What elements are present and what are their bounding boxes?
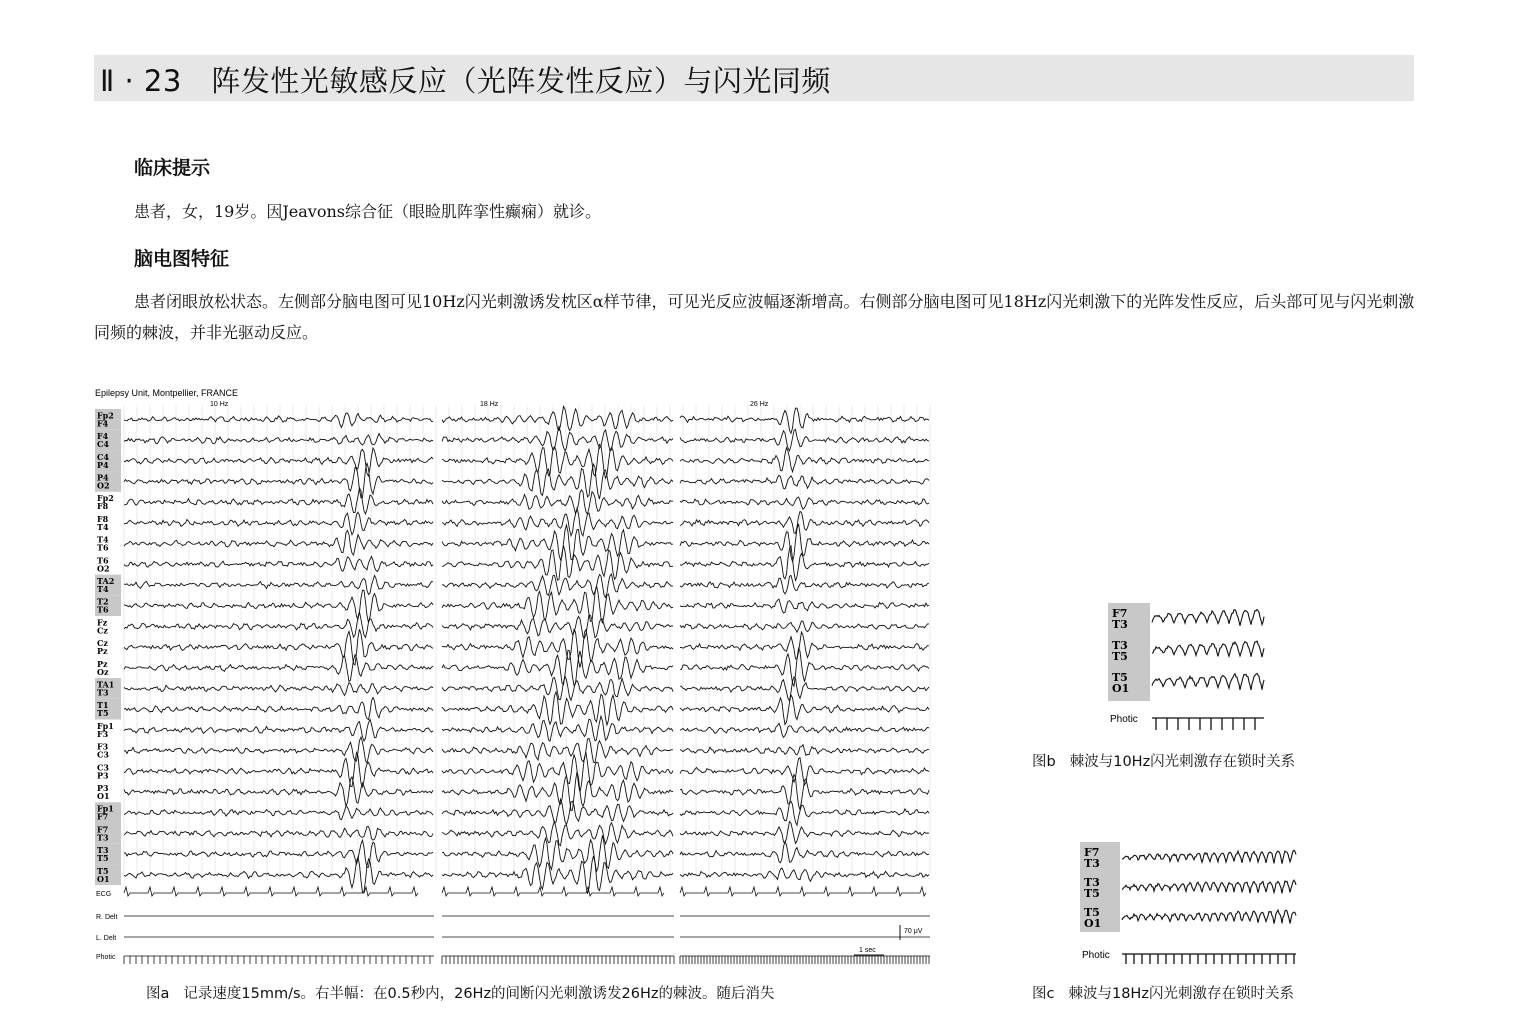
stim-label-10hz: 10 Hz	[210, 401, 229, 408]
eeg-figure-a	[94, 385, 932, 973]
eeg-trace	[124, 434, 433, 446]
eeg-trace	[442, 546, 673, 581]
eeg-trace	[124, 857, 433, 893]
eeg-trace	[124, 530, 433, 555]
stim-label-26hz: 26 Hz	[750, 401, 769, 408]
figure-a-caption-number: 图a	[146, 986, 170, 1002]
figure-a-caption	[146, 982, 775, 1003]
photic-trace	[1152, 718, 1264, 730]
channel-label-bottom: T5	[97, 853, 109, 864]
clinical-text: 患者，女，19岁。因Jeavons综合征（眼睑肌阵挛性癫痫）就诊。	[134, 202, 601, 221]
channel-label-bottom: T5	[97, 708, 109, 719]
eeg-trace	[680, 822, 929, 844]
channel-label-bottom: O1	[97, 873, 110, 884]
eeg-trace	[442, 586, 673, 624]
channel-label-top: F4	[97, 431, 109, 442]
eeg-trace	[124, 753, 433, 787]
channel-label-top: T5	[97, 865, 109, 876]
eeg-trace	[442, 615, 673, 639]
eeg-trace	[680, 868, 929, 881]
eeg-trace	[124, 612, 433, 638]
eeg-figure-b	[1108, 600, 1268, 730]
eeg-trace	[124, 698, 433, 720]
channel-label-bottom: Pz	[97, 646, 108, 657]
eeg-trace	[124, 629, 433, 665]
eeg-trace	[442, 525, 673, 560]
channel-label-bottom: O1	[97, 790, 110, 801]
extra-channel-trace	[124, 956, 434, 964]
extra-channel-trace	[680, 956, 930, 964]
eeg-trace	[124, 488, 433, 514]
extra-channel-trace	[442, 887, 664, 896]
figure-a-source: Epilepsy Unit, Montpellier, FRANCE	[95, 388, 239, 398]
eeg-trace	[680, 497, 929, 509]
channel-label-top: T1	[97, 700, 109, 711]
eeg-trace	[442, 835, 673, 871]
figure-c-caption-text: 棘波与18Hz闪光刺激存在锁时关系	[1068, 986, 1294, 1002]
eeg-trace	[442, 508, 673, 535]
eeg-trace	[680, 723, 929, 737]
channel-label-bottom: Cz	[97, 625, 108, 636]
channel-label-top: Fz	[97, 617, 108, 628]
channel-label-bottom: O2	[97, 563, 110, 574]
channel-label-top: F7	[1112, 607, 1128, 620]
figure-b-caption-text: 棘波与10Hz闪光刺激存在锁时关系	[1069, 754, 1296, 770]
eeg-trace	[124, 590, 433, 622]
eeg-trace	[442, 406, 673, 430]
eeg-trace	[680, 801, 929, 825]
extra-channel-trace	[442, 956, 674, 964]
channel-label-top: T3	[97, 845, 109, 856]
eeg-trace	[442, 630, 673, 668]
eeg-trace	[680, 408, 929, 433]
channel-label-top: P3	[97, 782, 109, 793]
channel-label-top: Fp1	[97, 803, 114, 814]
eeg-trace	[680, 648, 929, 686]
eeg-trace	[680, 632, 929, 659]
channel-label-top: Pz	[97, 658, 108, 669]
channel-label-top: C4	[97, 451, 109, 462]
eeg-trace	[124, 777, 433, 807]
eeg-trace	[124, 655, 433, 682]
eeg-trace	[442, 427, 673, 451]
extra-channel-label: R. Delt	[96, 914, 118, 921]
figure-c-caption	[1032, 982, 1294, 1003]
channel-label-top: T3	[1084, 876, 1100, 889]
eeg-heading: 脑电图特征	[134, 248, 230, 270]
eeg-trace	[442, 799, 673, 824]
channel-label-top: F8	[97, 513, 109, 524]
figure-a-caption-text: 记录速度15mm/s。右半幅：在0.5秒内，26Hz的间断闪光刺激诱发26Hz的棘波。随后消失	[183, 986, 775, 1002]
channel-label-bottom: T3	[97, 687, 109, 698]
clinical-heading: 临床提示	[134, 157, 211, 179]
channel-label-bottom: C4	[97, 439, 109, 450]
channel-label-top: C3	[97, 762, 109, 773]
channel-label-top: F7	[1084, 846, 1100, 859]
channel-label-bottom: O2	[97, 480, 110, 491]
eeg-trace	[1122, 910, 1296, 924]
eeg-trace	[124, 512, 433, 535]
channel-label-top: T5	[1112, 671, 1128, 684]
extra-channel-trace	[124, 887, 418, 896]
eeg-trace	[1152, 673, 1264, 690]
eeg-trace	[442, 574, 673, 598]
figure-b-caption-number: 图b	[1032, 754, 1056, 770]
channel-label-bottom: F4	[97, 418, 109, 429]
eeg-trace	[680, 745, 929, 756]
channel-label-bottom: O1	[1112, 682, 1130, 695]
channel-label-bottom: O1	[1084, 917, 1102, 930]
figure-b-caption	[1032, 750, 1295, 771]
eeg-trace	[680, 575, 929, 594]
channel-label-bottom: C3	[97, 749, 109, 760]
channel-label-top: Cz	[97, 638, 108, 649]
chapter-header-bar	[94, 55, 1414, 101]
eeg-trace-chart-a	[94, 385, 932, 973]
scale-amplitude: 70 μV	[904, 928, 923, 935]
channel-label-bottom: P4	[97, 459, 109, 470]
eeg-trace-chart-b	[1108, 600, 1268, 730]
channel-label-top: F3	[97, 741, 109, 752]
eeg-trace	[124, 683, 433, 696]
eeg-trace	[442, 444, 673, 478]
eeg-trace	[1122, 880, 1296, 893]
eeg-trace	[442, 739, 673, 763]
eeg-trace	[680, 512, 929, 534]
eeg-trace	[1152, 610, 1264, 626]
figure-c-caption-number: 图c	[1032, 986, 1055, 1002]
eeg-text: 患者闭眼放松状态。左侧部分脑电图可见10Hz闪光刺激诱发枕区α样节律，可见光反应波幅逐渐增高。右侧部分脑电图可见18Hz闪光刺激下的光阵发性反应，后头部可见与闪光刺激同频的棘波，并非光驱动反应。	[94, 292, 1415, 342]
channel-label-bottom: T3	[97, 832, 109, 843]
eeg-trace	[680, 475, 929, 489]
channel-label-top: T5	[1084, 906, 1100, 919]
channel-label-top: Fp2	[97, 410, 114, 421]
channel-label-top: T4	[97, 534, 109, 545]
eeg-trace	[442, 856, 673, 894]
channel-label-top: P4	[97, 472, 109, 483]
eeg-trace	[124, 448, 433, 476]
eeg-trace	[442, 650, 673, 685]
eeg-trace	[680, 621, 929, 632]
eeg-trace	[124, 575, 433, 594]
channel-label-bottom: F7	[97, 811, 109, 822]
channel-label-bottom: F3	[97, 728, 109, 739]
eeg-trace	[124, 807, 433, 820]
channel-label-bottom: F8	[97, 501, 109, 512]
eeg-trace	[680, 695, 929, 725]
channel-label-bottom: P3	[97, 770, 109, 781]
channel-label-bottom: Oz	[97, 666, 109, 677]
eeg-trace	[442, 692, 673, 725]
eeg-trace	[680, 546, 929, 581]
channel-label-top: F7	[97, 824, 109, 835]
eeg-trace	[124, 463, 433, 498]
eeg-trace	[442, 464, 673, 499]
eeg-figure-c	[1080, 830, 1300, 964]
eeg-trace	[680, 842, 929, 863]
channel-label-bottom: T5	[1084, 887, 1100, 900]
photic-label: Photic	[1082, 950, 1110, 961]
channel-label-bottom: T4	[97, 521, 109, 532]
extra-channel-label: Photic	[96, 954, 116, 961]
eeg-trace	[124, 413, 433, 427]
scale-time: 1 sec	[859, 947, 876, 954]
eeg-trace	[124, 556, 433, 571]
channel-label-top: Fp1	[97, 720, 114, 731]
channel-label-bottom: T6	[97, 604, 109, 615]
eeg-trace	[124, 719, 433, 741]
channel-label-bottom: T3	[1112, 618, 1128, 631]
eeg-trace	[1152, 641, 1264, 657]
channel-label-top: T6	[97, 555, 109, 566]
eeg-trace	[442, 490, 673, 514]
eeg-trace	[1122, 850, 1296, 864]
eeg-trace	[124, 840, 433, 868]
eeg-trace	[680, 524, 929, 562]
eeg-trace	[442, 753, 673, 792]
extra-channel-label: ECG	[96, 891, 112, 898]
extra-channel-trace	[680, 887, 926, 896]
channel-label-top: TA2	[97, 575, 115, 586]
channel-label-top: TA1	[97, 679, 115, 690]
eeg-trace	[680, 775, 929, 810]
eeg-trace	[124, 827, 433, 841]
eeg-trace	[680, 448, 929, 472]
channel-label-bottom: T3	[1084, 857, 1100, 870]
channel-label-bottom: T4	[97, 583, 109, 594]
eeg-trace	[442, 716, 673, 741]
channel-label-top: T3	[1112, 639, 1128, 652]
photic-label: Photic	[1110, 714, 1138, 725]
eeg-trace-chart-c	[1080, 830, 1300, 964]
channel-label-top: Fp2	[97, 493, 114, 504]
channel-label-top: T2	[97, 596, 109, 607]
eeg-trace	[680, 599, 929, 613]
channel-label-bottom: T6	[97, 542, 109, 553]
eeg-trace	[680, 429, 929, 450]
channel-label-bottom: T5	[1112, 650, 1128, 663]
stim-label-18hz: 18 Hz	[480, 401, 499, 408]
photic-trace	[1122, 954, 1296, 964]
extra-channel-label: L. Delt	[96, 935, 117, 942]
chapter-title: Ⅱ · 23 阵发性光敏感反应（光阵发性反应）与闪光同频	[100, 64, 831, 98]
eeg-trace	[124, 737, 433, 763]
